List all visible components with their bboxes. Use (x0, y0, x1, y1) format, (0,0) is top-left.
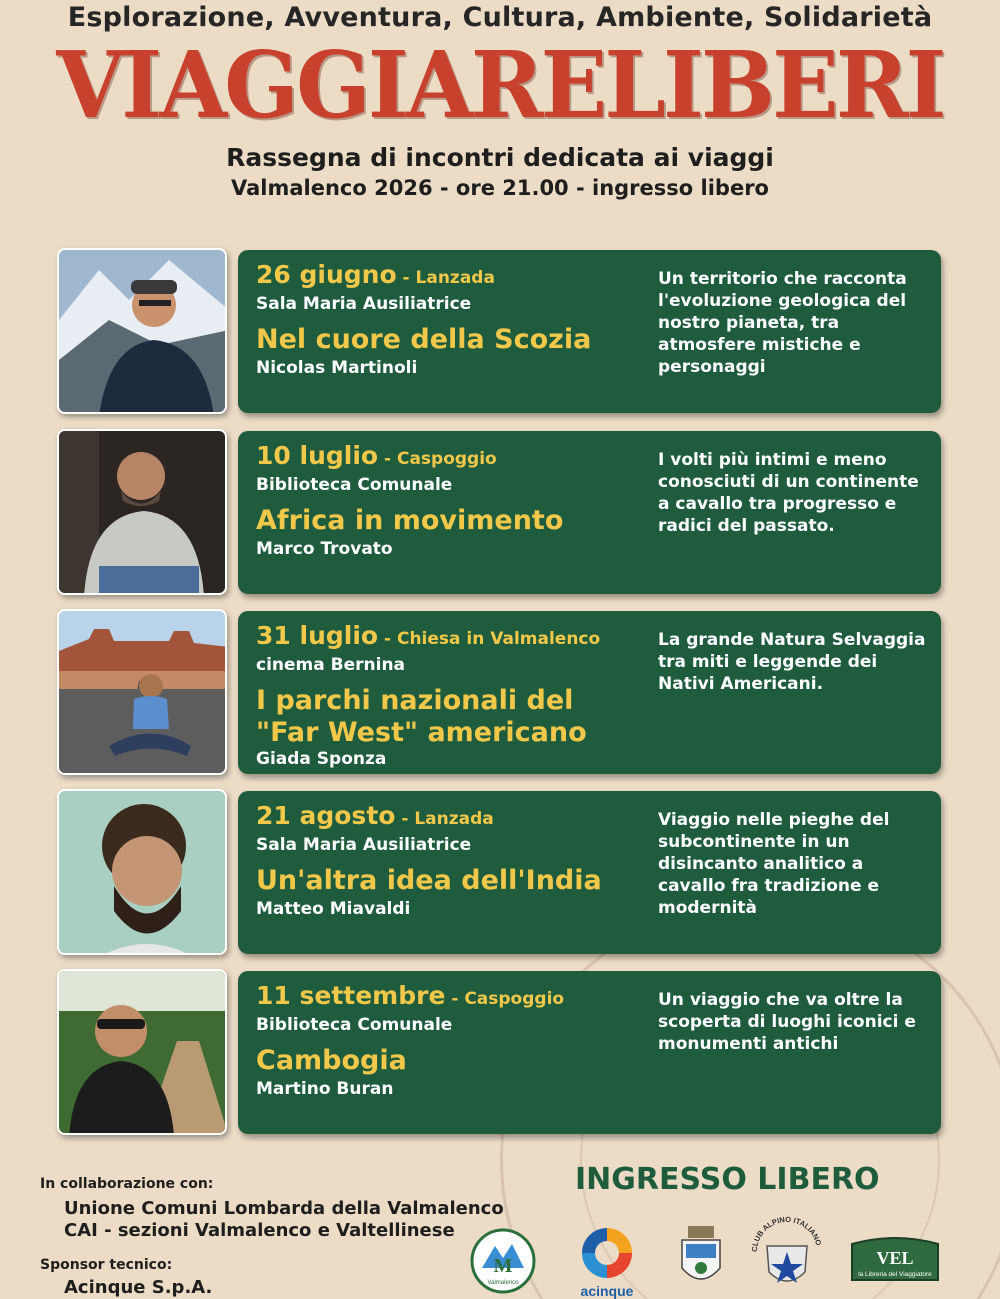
event-speaker: Martino Buran (256, 1079, 394, 1099)
event-title: I parchi nazionali del "Far West" americano (256, 685, 587, 748)
event-card (57, 248, 942, 414)
vel-logo-subtext: la Libreria del Viaggiatore (858, 1271, 932, 1278)
valmalenco-logo-icon (470, 1228, 536, 1294)
event-description: Un viaggio che va oltre la scoperta di luoghi iconici e monumenti antichi (658, 990, 916, 1054)
date-line (256, 441, 497, 470)
event-details (238, 431, 941, 594)
event-venue: Sala Maria Ausiliatrice (256, 294, 472, 314)
event-place: - Caspoggio (378, 449, 497, 469)
collaborator: Unione Comuni Lombarda della Valmalenco (64, 1198, 504, 1219)
speaker-photo (57, 969, 227, 1135)
event-date: 10 luglio (256, 441, 379, 470)
sponsor-name: Acinque S.p.A. (64, 1277, 213, 1298)
speaker-photo (57, 789, 227, 955)
date-line (256, 260, 495, 289)
cai-logo-icon (747, 1210, 827, 1296)
event-title: Cambogia (256, 1045, 407, 1076)
valmalenco-logo-text: Valmalenco (487, 1280, 519, 1286)
event-description: I volti più intimi e meno conosciuti di un continente a cavallo tra progresso e radici del passato. (658, 450, 919, 536)
event-details (238, 611, 941, 774)
valmalenco-logo-letter: M (493, 1255, 513, 1277)
speaker-photo (57, 609, 227, 775)
event-info: Valmalenco 2026 - ore 21.00 - ingresso libero (231, 176, 769, 200)
event-venue: Biblioteca Comunale (256, 1015, 453, 1035)
subtitle: Rassegna di incontri dedicata ai viaggi (226, 143, 774, 172)
event-place: - Caspoggio (445, 989, 565, 1009)
event-date: 11 settembre (256, 981, 446, 1010)
event-description: Un territorio che racconta l'evoluzione geologica del nostro pianeta, tra atmosfere mistiche e personaggi (658, 269, 907, 377)
event-details (238, 971, 941, 1134)
acinque-logo-text: acinque (580, 1283, 634, 1299)
event-card (57, 429, 942, 595)
event-title: Africa in movimento (256, 505, 564, 536)
event-venue: cinema Bernina (256, 655, 406, 675)
event-description: La grande Natura Selvaggia tra miti e leggende dei Nativi Americani. (658, 630, 926, 694)
cai-logo-text: CLUB ALPINO ITALIANO (749, 1214, 824, 1253)
date-line (256, 981, 564, 1010)
event-place: - Lanzada (395, 809, 494, 829)
event-date: 26 giugno (256, 260, 397, 289)
event-title: Nel cuore della Scozia (256, 324, 592, 355)
event-card (57, 789, 942, 955)
collaboration-label: In collaborazione con: (40, 1176, 214, 1192)
event-place: - Chiesa in Valmalenco (378, 629, 601, 649)
vel-bookshop-logo-icon (846, 1236, 944, 1286)
event-description: Viaggio nelle pieghe del subcontinente in un disincanto analitico a cavallo fra tradizione e modernità (658, 810, 890, 918)
speaker-photo (57, 248, 227, 414)
vel-logo-text: VEL (876, 1248, 914, 1268)
event-venue: Biblioteca Comunale (256, 475, 453, 495)
brand-title: VIAGGIARELIBERI (56, 31, 944, 139)
event-speaker: Giada Sponza (256, 749, 387, 769)
event-date: 21 agosto (256, 801, 396, 830)
date-line (256, 801, 494, 830)
speaker-photo (57, 429, 227, 595)
event-speaker: Nicolas Martinoli (256, 358, 418, 378)
collaborator: CAI - sezioni Valmalenco e Valtellinese (64, 1220, 455, 1241)
event-details (238, 250, 941, 413)
event-place: - Lanzada (396, 268, 495, 288)
sponsor-label: Sponsor tecnico: (40, 1257, 173, 1273)
event-venue: Sala Maria Ausiliatrice (256, 835, 472, 855)
date-line (256, 621, 600, 650)
free-entry-label: INGRESSO LIBERO (575, 1162, 880, 1197)
event-card (57, 969, 942, 1135)
event-speaker: Matteo Miavaldi (256, 899, 411, 919)
acinque-logo-icon (574, 1222, 640, 1299)
tagline: Esplorazione, Avventura, Cultura, Ambiente, Solidarietà (67, 2, 933, 33)
municipal-crest-icon (676, 1224, 726, 1294)
event-details (238, 791, 941, 954)
event-title: Un'altra idea dell'India (256, 865, 602, 896)
event-date: 31 luglio (256, 621, 379, 650)
event-speaker: Marco Trovato (256, 539, 393, 559)
event-card (57, 609, 942, 775)
